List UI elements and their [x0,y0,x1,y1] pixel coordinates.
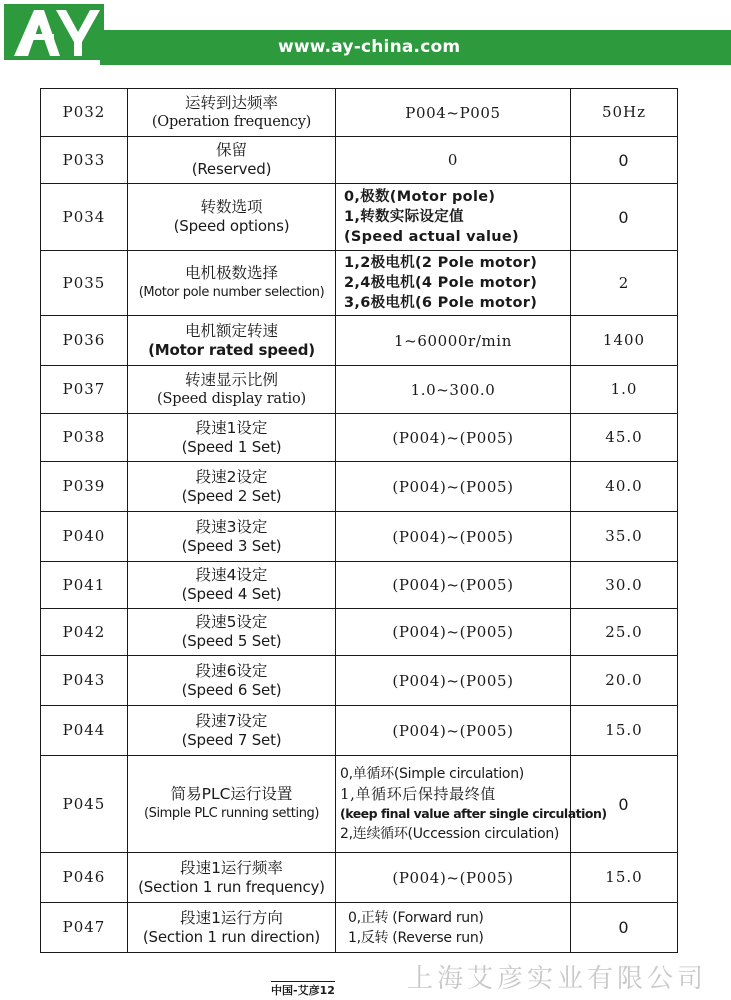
param-name [128,853,336,903]
param-code: P040 [41,512,128,562]
website-url[interactable]: www.ay-china.com [278,37,461,57]
param-name [128,137,336,184]
param-name [128,414,336,462]
param-code: P034 [41,184,128,251]
param-range [336,562,571,609]
range-line: (P004)~(P005) [392,576,514,594]
table-row [41,366,678,414]
param-name-zh: 电机额定转速 [184,321,278,340]
range-line: (P004)~(P005) [392,868,514,887]
param-name-en: (Section 1 run direction) [142,927,321,946]
param-name-en: (Motor rated speed) [148,340,315,359]
table-row [41,251,678,316]
param-name [128,462,336,512]
param-range [336,462,571,512]
range-line: 0 [447,151,459,169]
page-number-label: 中国-艾彦12 [271,981,335,998]
param-name [128,656,336,706]
param-name [128,512,336,562]
param-default: 0 [571,903,678,953]
range-line: 3,6极电机(6 Pole motor) [344,295,538,311]
param-name [128,609,336,656]
table-row [41,184,678,251]
param-name-en: (Speed 3 Set) [181,536,282,555]
param-range [336,706,571,756]
range-line: 1,2极电机(2 Pole motor) [344,255,538,271]
param-default: 1.0 [571,366,678,414]
param-code: P045 [41,756,128,853]
range-line: (P004)~(P005) [392,527,514,546]
table-row [41,89,678,137]
param-default: 50Hz [571,89,678,137]
param-name [128,184,336,251]
page-header [0,0,731,70]
param-default: 15.0 [571,853,678,903]
table-row [41,512,678,562]
ay-logo-icon [4,4,104,60]
table-row [41,853,678,903]
param-range [336,903,571,953]
param-name-zh: 段速1运行频率 [180,858,283,877]
param-default: 15.0 [571,706,678,756]
param-code: P047 [41,903,128,953]
param-name [128,366,336,414]
range-line: 1,反转 (Reverse run) [348,929,484,946]
table-row [41,462,678,512]
param-name-en: (Section 1 run frequency) [138,877,325,896]
param-name-zh: 段速1运行方向 [180,908,283,927]
range-line: 0,极数(Motor pole) [344,189,496,205]
param-range [336,656,571,706]
company-watermark: 上海艾彦实业有限公司 [407,964,708,994]
table-row [41,609,678,656]
param-default: 45.0 [571,414,678,462]
param-name-en: (Simple PLC running setting) [143,806,320,821]
param-name-en: (Operation frequency) [151,113,312,130]
range-line: 0,正转 (Forward run) [348,909,484,926]
range-line: 2,4极电机(4 Pole motor) [344,275,538,291]
param-name [128,903,336,953]
param-name-zh: 段速3设定 [195,517,268,536]
range-line: (P004)~(P005) [392,428,514,447]
param-code: P038 [41,414,128,462]
range-line: (keep final value after single circulation) [340,806,607,821]
param-name-zh: 转数选项 [200,198,263,216]
param-name-en: (Motor pole number selection) [138,285,325,300]
param-code: P043 [41,656,128,706]
param-range [336,853,571,903]
param-range [336,137,571,184]
param-code: P035 [41,251,128,316]
parameter-table [40,88,678,953]
range-line: 1~60000r/min [394,331,512,350]
param-name-zh: 段速4设定 [195,566,268,584]
param-name [128,89,336,137]
table-row [41,137,678,184]
param-default: 35.0 [571,512,678,562]
param-default: 25.0 [571,609,678,656]
param-name-zh: 段速7设定 [195,711,268,730]
range-line: 1.0~300.0 [410,380,496,399]
param-code: P042 [41,609,128,656]
param-name-en: (Speed 5 Set) [181,632,282,650]
param-default: 20.0 [571,656,678,706]
range-line: 1,单循环后保持最终值 [340,785,496,803]
param-name-en: (Speed 7 Set) [181,730,282,749]
param-name [128,706,336,756]
table-row [41,706,678,756]
param-default: 30.0 [571,562,678,609]
param-name-en: (Speed 4 Set) [181,585,282,603]
param-name [128,251,336,316]
table-row [41,316,678,366]
param-name-en: (Reserved) [191,160,272,178]
param-name [128,562,336,609]
param-default: 0 [571,137,678,184]
table-row [41,414,678,462]
table-row [41,756,678,853]
param-code: P044 [41,706,128,756]
param-range [336,251,571,316]
range-line: (P004)~(P005) [392,721,514,740]
range-line: 2,连续循环(Uccession circulation) [340,826,560,842]
param-default: 0 [571,184,678,251]
param-code: P032 [41,89,128,137]
table-row [41,656,678,706]
param-name-zh: 简易PLC运行设置 [170,785,293,803]
param-name-en: (Speed 2 Set) [181,486,282,505]
param-range [336,756,607,853]
param-default: 0 [571,756,678,853]
param-code: P037 [41,366,128,414]
param-name-zh: 运转到达频率 [184,93,278,112]
table-row [41,562,678,609]
param-range [336,609,571,656]
range-line: (P004)~(P005) [392,671,514,690]
param-default: 2 [571,251,678,316]
param-code: P041 [41,562,128,609]
range-line: 1,转数实际设定值 [344,209,464,225]
param-code: P046 [41,853,128,903]
param-range [336,89,571,137]
range-line: 0,单循环(Simple circulation) [340,766,524,782]
param-name [128,756,336,853]
param-code: P039 [41,462,128,512]
param-name [128,316,336,366]
param-default: 40.0 [571,462,678,512]
param-range [336,414,571,462]
param-name-zh: 保留 [215,141,247,159]
param-name-en: (Speed 1 Set) [181,437,282,456]
range-line: (P004)~(P005) [392,477,514,496]
param-name-zh: 段速5设定 [195,613,268,631]
range-line: (Speed actual value) [344,229,519,245]
range-line: P004~P005 [405,103,501,122]
param-name-en: (Speed display ratio) [157,390,306,407]
param-range [336,316,571,366]
param-range [336,184,571,251]
param-name-en: (Speed 6 Set) [181,680,282,699]
param-name-en: (Speed options) [173,217,290,235]
param-default: 1400 [571,316,678,366]
param-name-zh: 电机极数选择 [184,264,278,282]
param-name-zh: 段速6设定 [195,661,268,680]
param-name-zh: 段速1设定 [195,418,268,437]
param-name-zh: 转速显示比例 [184,370,278,389]
param-code: P036 [41,316,128,366]
param-range [336,512,571,562]
param-name-zh: 段速2设定 [195,467,268,486]
range-line: (P004)~(P005) [392,623,514,641]
param-code: P033 [41,137,128,184]
table-row [41,903,678,953]
param-range [336,366,571,414]
